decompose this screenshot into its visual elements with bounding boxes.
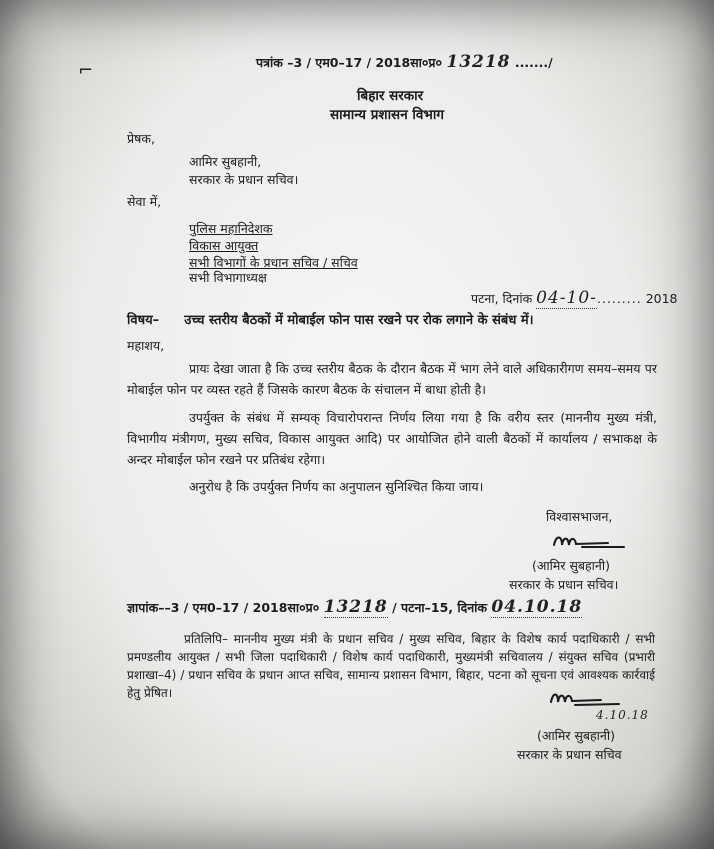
sender-name: आमिर सुबहानी, [189,154,262,169]
memo-mid: / पटना–15, दिनांक [392,600,488,615]
letter-date: पटना, दिनांक 04-10-......... 2018 [471,288,678,308]
salutation: महाशय, [127,338,165,353]
reference-prefix: पत्रांक –3 / एम0–17 / 2018सा०प्र० [256,55,442,70]
memo-line [127,597,583,617]
memo-number: 13218 [323,597,388,617]
reference-line [256,52,553,72]
date-handwritten: 04-10- [536,288,597,308]
sender-label: प्रेषक, [127,131,155,146]
body-paragraph-3: अनुरोध है कि उपर्युक्त निर्णय का अनुपालन सुनिश्चित किया जाय। [189,479,484,494]
date-prefix: पटना, दिनांक [471,291,533,306]
recipient-dgp: पुलिस महानिदेशक [189,221,273,236]
body-paragraph-1: प्रायः देखा जाता है कि उच्च स्तरीय बैठक के दौरान बैठक में भाग लेने वाले अधिकारीगण समय–समय पर मोबाईल फोन पर व्यस्त रहते हैं जिसके कारण बैठक के संचालन में बाधा होती है। [127,361,657,397]
memo-date: 04.10.18 [491,597,583,617]
subject-label: विषय– [127,313,160,328]
recipient-secretaries: सभी विभागों के प्रधान सचिव / सचिव [189,255,358,270]
memo-prefix: ज्ञापांक––3 / एम0–17 / 2018सा०प्र० [127,600,320,615]
closing-text: विश्वासभाजन, [546,509,613,524]
department-name: सामान्य प्रशासन विभाग [330,107,444,123]
recipient-label: सेवा में, [127,194,162,209]
body-paragraph-2: उपर्युक्त के संबंध में सम्यक् विचारोपरान्त निर्णय लिया गया है कि वरीय स्तर (माननीय मुख्य मंत्री, विभागीय मंत्रीगण, मुख्य सचिव, विकास आयुक्त आदि) पर आयोजित होने वाली बैठकों में कार्यालय / सभाकक्ष के अन्दर मोबाईल फोन रखने पर प्रतिबंध रहेगा। [127,410,657,467]
government-name: बिहार सरकार [357,88,424,104]
recipient-department-heads: सभी विभागाध्यक्ष [189,270,267,285]
recipient-development-commissioner: विकास आयुक्त [189,238,259,253]
stray-mark: ⌐ [78,60,94,81]
closing-title: सरकार के प्रधान सचिव। [509,577,619,592]
copy-signatory-name: (आमिर सुबहानी) [537,728,615,743]
reference-number: 13218 [446,52,511,72]
copy-signatory-title: सरकार के प्रधान सचिव [517,747,622,762]
closing-name: (आमिर सुबहानी) [532,558,610,573]
copy-to-paragraph: प्रतिलिपि– माननीय मुख्य मंत्री के प्रधान सचिव / मुख्य सचिव, बिहार के विशेष कार्य पदाधिकारी / सभी प्रमण्डलीय आयुक्त / सभी जिला पदाधिकारी / विशेष कार्य पदाधिकारी, मुख्यमंत्री सचिवालय / संयुक्त सचिव (प्रभारी प्रशाखा–4) / प्रधान सचिव के प्रधान आप्त सचिव, सामान्य प्रशासन विभाग, बिहार, पटना को सूचना एवं आवश्यक कार्रवाई हेतु प्रेषित। [127,632,655,700]
sender-title: सरकार के प्रधान सचिव। [189,172,299,187]
reference-suffix: ......./ [514,55,553,70]
signature-date: 4.10.18 [596,708,649,722]
subject-line [127,313,534,328]
date-year: 2018 [645,291,678,306]
subject-text: उच्च स्तरीय बैठकों में मोबाईल फोन पास रखने पर रोक लगाने के संबंध में। [184,313,534,328]
signature-1 [548,527,628,557]
